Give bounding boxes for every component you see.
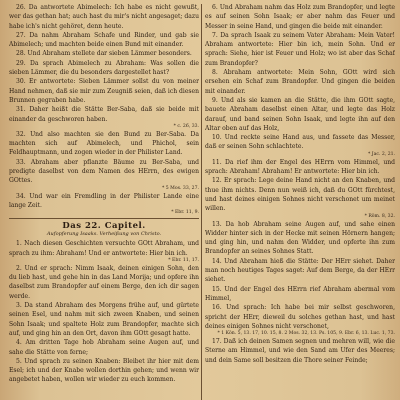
verse-text: 34. Und war ein Fremdling in der Philister Lande eine lange Zeit. [9, 192, 199, 209]
verse-text: 26. Da antwortete Abimelech: Ich habe es nicht gewußt, wer das gethan hat; auch hast du mir's nicht angesaget; dazu habe ich's nicht gehöret, denn heute. [9, 4, 199, 30]
verse [205, 31, 395, 68]
verse-text: 15. Und der Engel des HErrn rief Abraham abermal vom Himmel, [205, 285, 395, 302]
verse [205, 3, 395, 31]
verse [9, 338, 199, 357]
column-divider [201, 4, 202, 400]
cross-reference: * Röm. 8, 32. [364, 213, 395, 219]
verse [9, 3, 199, 31]
verse-text: 3. Da stand Abraham des Morgens frühe auf, und gürtete seinen Esel, und nahm mit sich zween Knaben, und seinen Sohn Isaak; und spaltete Holz zum Brandopfer, machte sich auf, und ging hin an den Ort, davon ihm GOtt gesagt hatte. [9, 302, 199, 337]
verse-text: 33. Abraham aber pflanzte Bäume zu Ber-Saba, und predigte daselbst von dem Namen des HErrn, des ewigen GOttes. [9, 158, 199, 185]
verse [205, 220, 395, 257]
verse [205, 96, 395, 133]
chapter-summary: Aufopferung Isaaks. Verheißung von Christo. [46, 231, 162, 238]
verse-text: 1. Nach diesen Geschichten versuchte GOtt Abraham, und sprach zu ihm: Abraham! Und er antwortete: Hier bin ich. [9, 240, 199, 257]
verse-text: 8. Abraham antwortete: Mein Sohn, GOtt wird sich ersehen ein Schaf zum Brandopfer. Und gingen die beiden mit einander. [205, 69, 395, 95]
chapter-heading: Das 22. Capitel. [62, 221, 146, 232]
verse-text: 12. Er sprach: Lege deine Hand nicht an den Knaben, und thue ihm nichts. Denn nun weiß ich, daß du GOtt fürchtest, und hast deines einigen Sohnes nicht verschonet um meinet willen. [205, 177, 395, 213]
verse-text: 27. Da nahm Abraham Schafe und Rinder, und gab sie Abimelech; und machten beide einen Bund mit einander. [9, 31, 199, 49]
verse [9, 158, 199, 192]
verse-text: 16. Und sprach: Ich habe bei mir selbst geschworen, spricht der HErr, dieweil du solches gethan hast, und hast deines einigen Sohnes nicht verschonet, [205, 304, 395, 330]
verse-text: 17. Daß ich deinen Samen segnen und mehren will, wie die Sterne am Himmel, und wie den Sand am Ufer des Meeres; und dein Same soll besitzen die Thore seiner Feinde; [205, 338, 395, 364]
left-column [9, 3, 199, 400]
verse [9, 77, 199, 105]
verse [205, 133, 395, 158]
verse [9, 105, 199, 130]
cross-reference: * 5 Mos. 33, 27. [162, 185, 199, 191]
verse-text: 29. Da sprach Abimelech zu Abraham: Was sollen die sieben Lämmer, die du besonders dargestellet hast? [9, 59, 199, 77]
verse-text: 4. Am dritten Tage hob Abraham seine Augen auf, und sahe die Stätte von ferne; [9, 339, 199, 356]
verse-text: 31. Daher heißt die Stätte Ber-Saba, daß sie beide mit einander da geschworen haben. [9, 106, 199, 123]
verse [9, 59, 199, 78]
verse [9, 31, 199, 50]
verse-text: 28. Und Abraham stellete dar sieben Lämmer besonders. [16, 50, 192, 58]
verse-text: 7. Da sprach Isaak zu seinem Vater Abraham: Mein Vater! Abraham antwortete: Hier bin ich, mein Sohn. Und er sprach: Siehe, hier ist Feuer und Holz; wo ist aber das Schaf zum Brandopfer? [205, 31, 395, 67]
cross-reference: * Ebr. 11, 9. [171, 210, 199, 216]
cross-reference: * Jac. 2, 21. [368, 151, 395, 157]
verse [205, 337, 395, 365]
verse [205, 158, 395, 177]
verse-text: 10. Und reckte seine Hand aus, und fassete das Messer, daß er seinen Sohn schlachtete. [205, 134, 395, 151]
verse [205, 303, 395, 337]
verse [9, 49, 199, 58]
verse [9, 239, 199, 264]
verse-text: 14. Und Abraham hieß die Stätte: Der HErr siehet. Daher man noch heutiges Tages saget: Auf dem Berge, da der HErr siehet. [205, 257, 395, 284]
verse-text: 5. Und sprach zu seinen Knaben: Bleibet ihr hier mit dem Esel; ich und der Knabe wollen dorthin gehen; und wenn wir angebetet haben, wollen wir wieder zu euch kommen. [9, 357, 199, 384]
verse-text: 11. Da rief ihm der Engel des HErrn vom Himmel, und sprach: Abraham! Abraham! Er antwortete: Hier bin ich. [205, 158, 395, 176]
heading-rule [9, 218, 199, 219]
verse [9, 357, 199, 385]
verse [9, 192, 199, 217]
right-column [205, 3, 395, 400]
verse [205, 68, 395, 96]
verse [205, 176, 395, 219]
verse-text: 6. Und Abraham nahm das Holz zum Brandopfer, und legte es auf seinen Sohn Isaak; er aber nahm das Feuer und Messer in seine Hand, und gingen die beide mit einander. [205, 4, 395, 30]
verse [205, 285, 395, 304]
verse [9, 130, 199, 158]
verse-text: 13. Da hob Abraham seine Augen auf, und sahe einen Widder hinter sich in der Hecke mit seinen Hörnern hangen; und ging hin, und nahm den Widder, und opferte ihn zum Brandopfer an seines Sohnes Statt. [205, 220, 395, 256]
cross-reference: * c. 26, 33. [173, 123, 199, 129]
cross-reference: * Ebr. 11, 17. [168, 257, 199, 263]
verse-text: 32. Und also machten sie den Bund zu Ber-Saba. Da machten sich auf Abimelech, und Phichol, sein Feldhauptmann, und zogen wieder in der Philister Land. [9, 130, 199, 157]
verse-text: 9. Und als sie kamen an die Stätte, die ihm GOtt sagte, bauete Abraham daselbst einen Altar, und legte das Holz darauf, und band seinen Sohn Isaak, und legte ihn auf den Altar oben auf das Holz, [205, 96, 395, 132]
verse [9, 301, 199, 338]
verse [205, 257, 395, 285]
verse [9, 264, 199, 301]
cross-reference: * 1 Kön. 5, 13. 17, 10. 15, 8. 2 Mos. 32, 13. Ps. 105, 9. Ebr. 6, 13. Luc. 1, 73. [217, 331, 395, 337]
verse-text: 30. Er antwortete: Sieben Lämmer sollst du von meiner Hand nehmen, daß sie mir zum Zeugniß seien, daß ich diesen Brunnen gegraben habe. [9, 78, 199, 104]
verse-text: 2. Und er sprach: Nimm Isaak, deinen einigen Sohn, den du lieb hast, und gehe hin in das Land Morija; und opfere ihn daselbst zum Brandopfer auf einem Berge, den ich dir sagen werde. [9, 264, 199, 300]
